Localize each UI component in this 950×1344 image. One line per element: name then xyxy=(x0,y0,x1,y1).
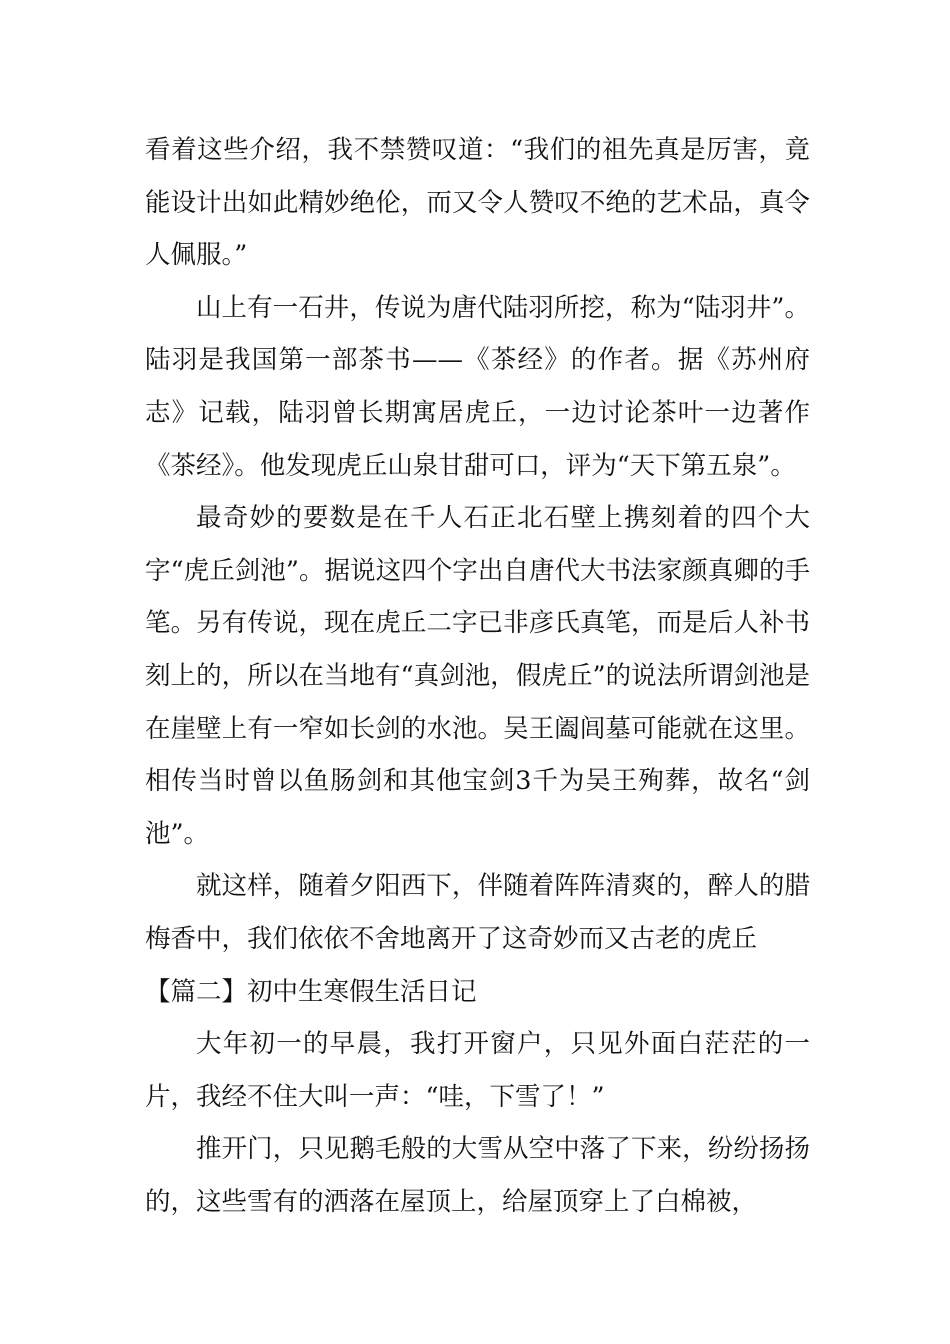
section-heading: 【篇二】初中生寒假生活日记 xyxy=(145,976,477,1007)
paragraph-3: 最奇妙的要数是在千人石正北石壁上携刻着的四个大字“虎丘剑池”。据说这四个字出自唐代大书法家颜真卿的手笔。另有传说，现在虎丘二字已非彦氏真笔，而是后人补书刻上的，所以在当地有“真剑池，假虎丘”的说法所谓剑池是在崖壁上有一窄如长剑的水池。吴王阖闾墓可能就在这里。相传当时曾以鱼肠剑和其他宝剑3千为吴王殉葬，故名“剑池”。 xyxy=(145,503,810,849)
document-body xyxy=(145,124,810,1228)
paragraph-1: 看着这些介绍，我不禁赞叹道：“我们的祖先真是厉害，竟能设计出如此精妙绝伦，而又令人赞叹不绝的艺术品，真令人佩服。” xyxy=(145,135,810,271)
paragraph-5: 大年初一的早晨，我打开窗户，只见外面白茫茫的一片，我经不住大叫一声：“哇，下雪了！” xyxy=(145,1029,810,1112)
paragraph-2: 山上有一石井，传说为唐代陆羽所挖，称为“陆羽井”。陆羽是我国第一部茶书——《茶经》的作者。据《苏州府志》记载，陆羽曾长期寓居虎丘，一边讨论茶叶一边著作《茶经》。他发现虎丘山泉甘甜可口，评为“天下第五泉”。 xyxy=(145,292,810,481)
paragraph-4: 就这样，随着夕阳西下，伴随着阵阵清爽的，醉人的腊梅香中，我们依依不舍地离开了这奇妙而又古老的虎丘 xyxy=(145,871,810,954)
paragraph-6: 推开门，只见鹅毛般的大雪从空中落了下来，纷纷扬扬的，这些雪有的洒落在屋顶上，给屋顶穿上了白棉被， xyxy=(145,1134,810,1217)
